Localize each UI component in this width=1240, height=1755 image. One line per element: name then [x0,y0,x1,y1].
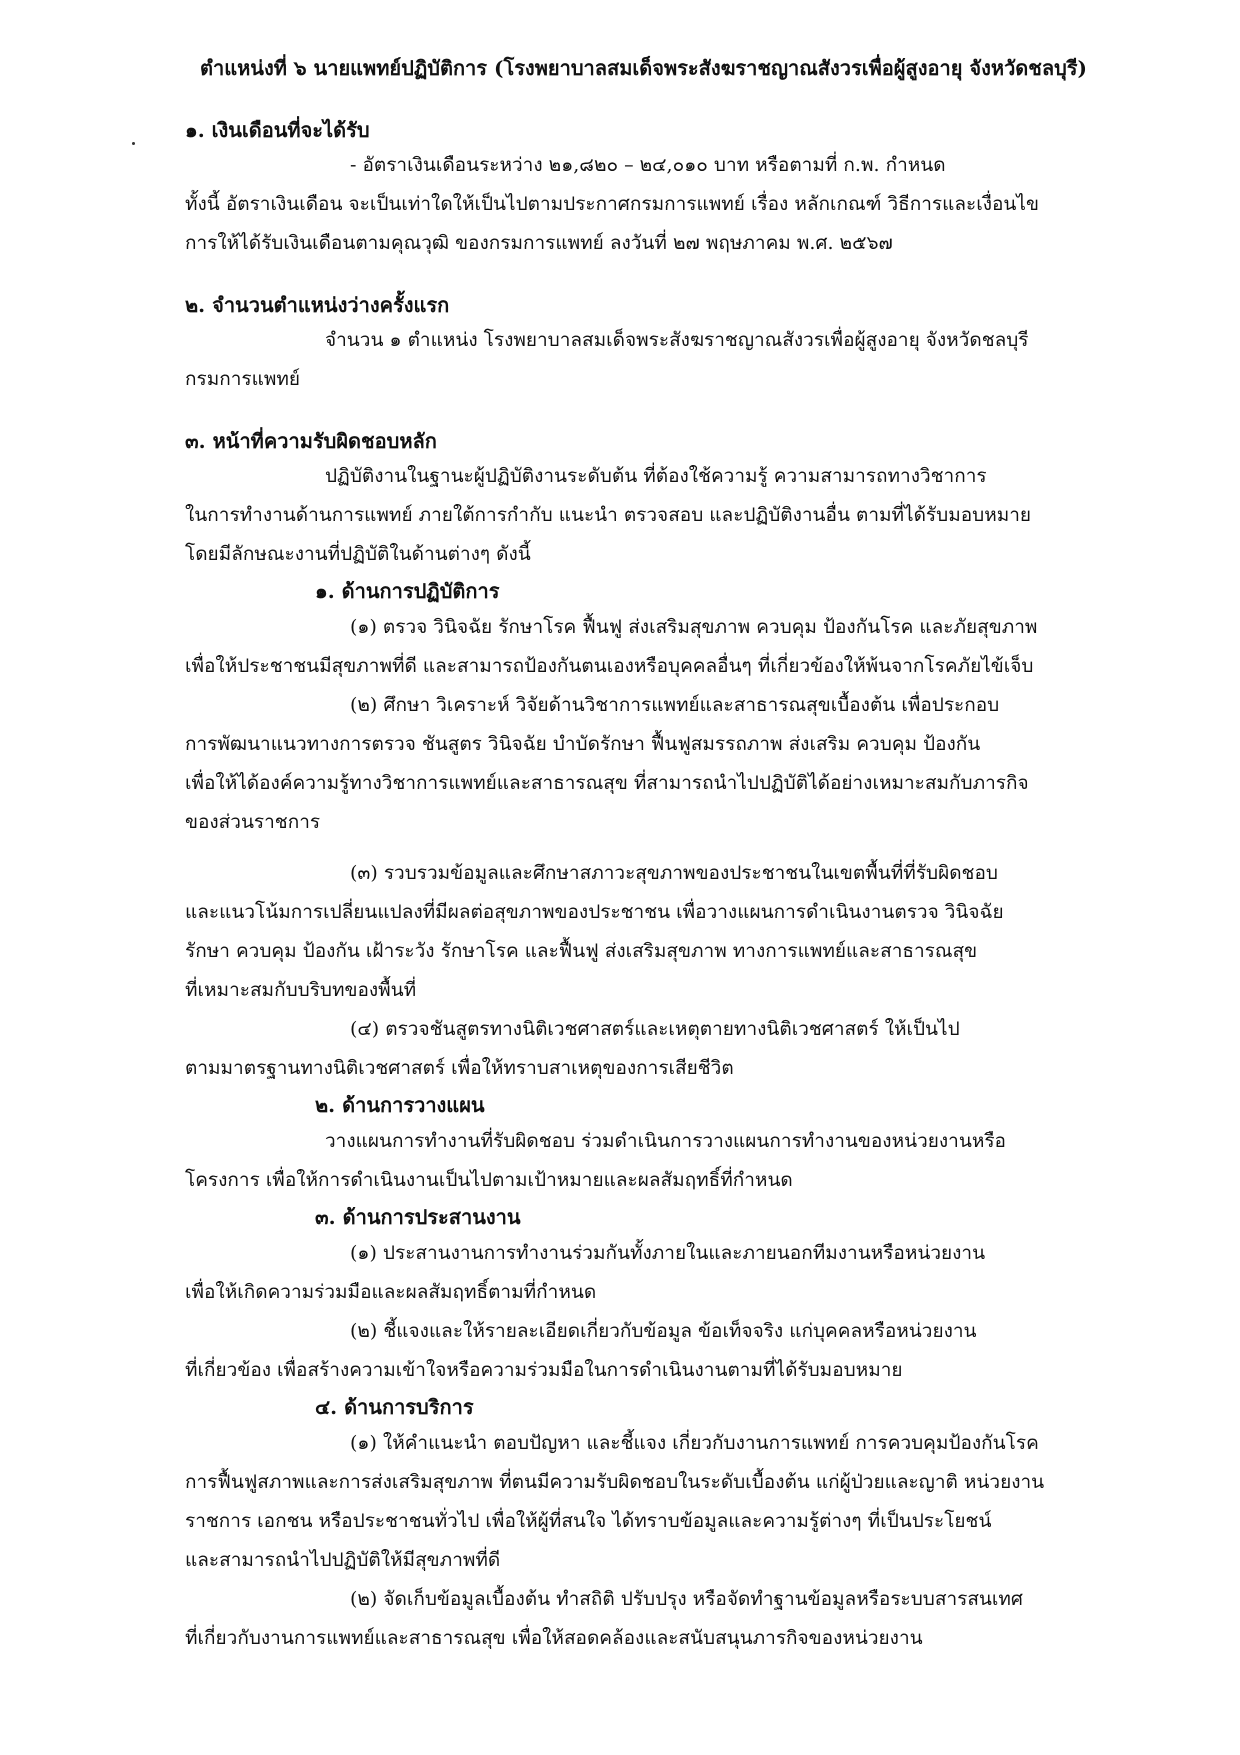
operations-item-3 [185,854,1120,1010]
coordination-item-1 [185,1234,1120,1312]
text-line: จำนวน ๑ ตำแหน่ง โรงพยาบาลสมเด็จพระสังฆราชญาณสังวรเพื่อผู้สูงอายุ จังหวัดชลบุรี [325,329,1029,351]
text-line: ทั้งนี้ อัตราเงินเดือน จะเป็นเท่าใดให้เป็นไปตามประกาศกรมการแพทย์ เรื่อง หลักเกณฑ์ วิธีการและเงื่อนไข [185,193,1039,215]
text-line: ที่เกี่ยวกับงานการแพทย์และสาธารณสุข เพื่อให้สอดคล้องและสนับสนุนภารกิจของหน่วยงาน [185,1627,923,1649]
text-line: ปฏิบัติงานในฐานะผู้ปฏิบัติงานระดับต้น ที่ต้องใช้ความรู้ ความสามารถทางวิชาการ [325,465,987,487]
text-line: ราชการ เอกชน หรือประชาชนทั่วไป เพื่อให้ผู้ที่สนใจ ได้ทราบข้อมูลและความรู้ต่างๆ ที่เป็นประโยชน์ [185,1510,992,1532]
section-3-intro [185,457,1120,574]
subsection-planning-heading: ๒. ด้านการวางแผน [315,1093,485,1117]
operations-item-4 [185,1010,1120,1088]
section-1-heading: ๑. เงินเดือนที่จะได้รับ [185,118,370,142]
operations-item-2 [185,686,1120,842]
subsection-service-heading: ๔. ด้านการบริการ [315,1395,474,1419]
text-line: การให้ได้รับเงินเดือนตามคุณวุฒิ ของกรมการแพทย์ ลงวันที่ ๒๗ พฤษภาคม พ.ศ. ๒๕๖๗ [185,232,893,254]
subsection-coordination-heading: ๓. ด้านการประสานงาน [315,1205,521,1229]
coordination-item-2 [185,1312,1120,1390]
service-item-1 [185,1424,1120,1580]
text-line: (๑) ตรวจ วินิจฉัย รักษาโรค ฟื้นฟู ส่งเสริมสุขภาพ ควบคุม ป้องกันโรค และภัยสุขภาพ [350,616,1038,638]
text-line: (๔) ตรวจชันสูตรทางนิติเวชศาสตร์และเหตุตายทางนิติเวชศาสตร์ ให้เป็นไป [350,1018,960,1040]
text-line: ของส่วนราชการ [185,811,321,833]
text-line: รักษา ควบคุม ป้องกัน เฝ้าระวัง รักษาโรค และฟื้นฟู ส่งเสริมสุขภาพ ทางการแพทย์และสาธารณสุข [185,940,978,962]
text-line: และแนวโน้มการเปลี่ยนแปลงที่มีผลต่อสุขภาพของประชาชน เพื่อวางแผนการดำเนินงานตรวจ วินิจฉัย [185,901,1004,923]
text-line: (๒) จัดเก็บข้อมูลเบื้องต้น ทำสถิติ ปรับปรุง หรือจัดทำฐานข้อมูลหรือระบบสารสนเทศ [350,1588,1023,1610]
operations-item-1 [185,608,1120,686]
text-line: ในการทำงานด้านการแพทย์ ภายใต้การกำกับ แนะนำ ตรวจสอบ และปฏิบัติงานอื่น ตามที่ได้รับมอบหมาย [185,504,1032,526]
section-1-body [185,146,1120,263]
section-2-heading: ๒. จำนวนตำแหน่งว่างครั้งแรก [185,293,450,317]
planning-body [185,1122,1120,1200]
text-line: ที่เหมาะสมกับบริบทของพื้นที่ [185,979,417,1001]
text-line: เพื่อให้ประชาชนมีสุขภาพที่ดี และสามารถป้องกันตนเองหรือบุคคลอื่นๆ ที่เกี่ยวข้องให้พ้นจากโรคภัยไข้เจ็บ [185,655,1034,677]
text-line: ตามมาตรฐานทางนิติเวชศาสตร์ เพื่อให้ทราบสาเหตุของการเสียชีวิต [185,1057,734,1079]
text-line: โครงการ เพื่อให้การดำเนินงานเป็นไปตามเป้าหมายและผลสัมฤทธิ์ที่กำหนด [185,1169,793,1191]
service-item-2 [185,1580,1120,1658]
text-line: และสามารถนำไปปฏิบัติให้มีสุขภาพที่ดี [185,1549,501,1571]
subsection-operations-heading: ๑. ด้านการปฏิบัติการ [315,579,500,603]
text-line: (๒) ศึกษา วิเคราะห์ วิจัยด้านวิชาการแพทย์และสาธารณสุขเบื้องต้น เพื่อประกอบ [350,694,1000,716]
text-line: การพัฒนาแนวทางการตรวจ ชันสูตร วินิจฉัย บำบัดรักษา ฟื้นฟูสมรรถภาพ ส่งเสริม ควบคุม ป้องกัน [185,733,981,755]
text-line: เพื่อให้ได้องค์ความรู้ทางวิชาการแพทย์และสาธารณสุข ที่สามารถนำไปปฏิบัติได้อย่างเหมาะสมกับภารกิจ [185,772,1029,794]
section-2-body [185,321,1120,399]
scan-speck [132,142,135,145]
page-title: ตำแหน่งที่ ๖ นายแพทย์ปฏิบัติการ (โรงพยาบาลสมเด็จพระสังฆราชญาณสังวรเพื่อผู้สูงอายุ จังหวัดชลบุรี) [200,56,1088,80]
text-line: ที่เกี่ยวข้อง เพื่อสร้างความเข้าใจหรือความร่วมมือในการดำเนินงานตามที่ได้รับมอบหมาย [185,1359,903,1381]
text-line: วางแผนการทำงานที่รับผิดชอบ ร่วมดำเนินการวางแผนการทำงานของหน่วยงานหรือ [325,1130,1006,1152]
text-line: โดยมีลักษณะงานที่ปฏิบัติในด้านต่างๆ ดังนี้ [185,543,531,565]
text-line: (๑) ประสานงานการทำงานร่วมกันทั้งภายในและภายนอกทีมงานหรือหน่วยงาน [350,1242,986,1264]
text-line: - อัตราเงินเดือนระหว่าง ๒๑,๘๒๐ – ๒๔,๐๑๐ บาท หรือตามที่ ก.พ. กำหนด [350,154,946,176]
section-3-heading: ๓. หน้าที่ความรับผิดชอบหลัก [185,429,437,453]
text-line: เพื่อให้เกิดความร่วมมือและผลสัมฤทธิ์ตามที่กำหนด [185,1281,597,1303]
text-line: (๒) ชี้แจงและให้รายละเอียดเกี่ยวกับข้อมูล ข้อเท็จจริง แก่บุคคลหรือหน่วยงาน [350,1320,977,1342]
text-line: (๓) รวบรวมข้อมูลและศึกษาสภาวะสุขภาพของประชาชนในเขตพื้นที่ที่รับผิดชอบ [350,862,998,884]
text-line: การฟื้นฟูสภาพและการส่งเสริมสุขภาพ ที่ตนมีความรับผิดชอบในระดับเบื้องต้น แก่ผู้ป่วยและญาติ หน่วยงาน [185,1471,1045,1493]
text-line: (๑) ให้คำแนะนำ ตอบปัญหา และชี้แจง เกี่ยวกับงานการแพทย์ การควบคุมป้องกันโรค [350,1432,1039,1454]
text-line: กรมการแพทย์ [185,368,301,390]
